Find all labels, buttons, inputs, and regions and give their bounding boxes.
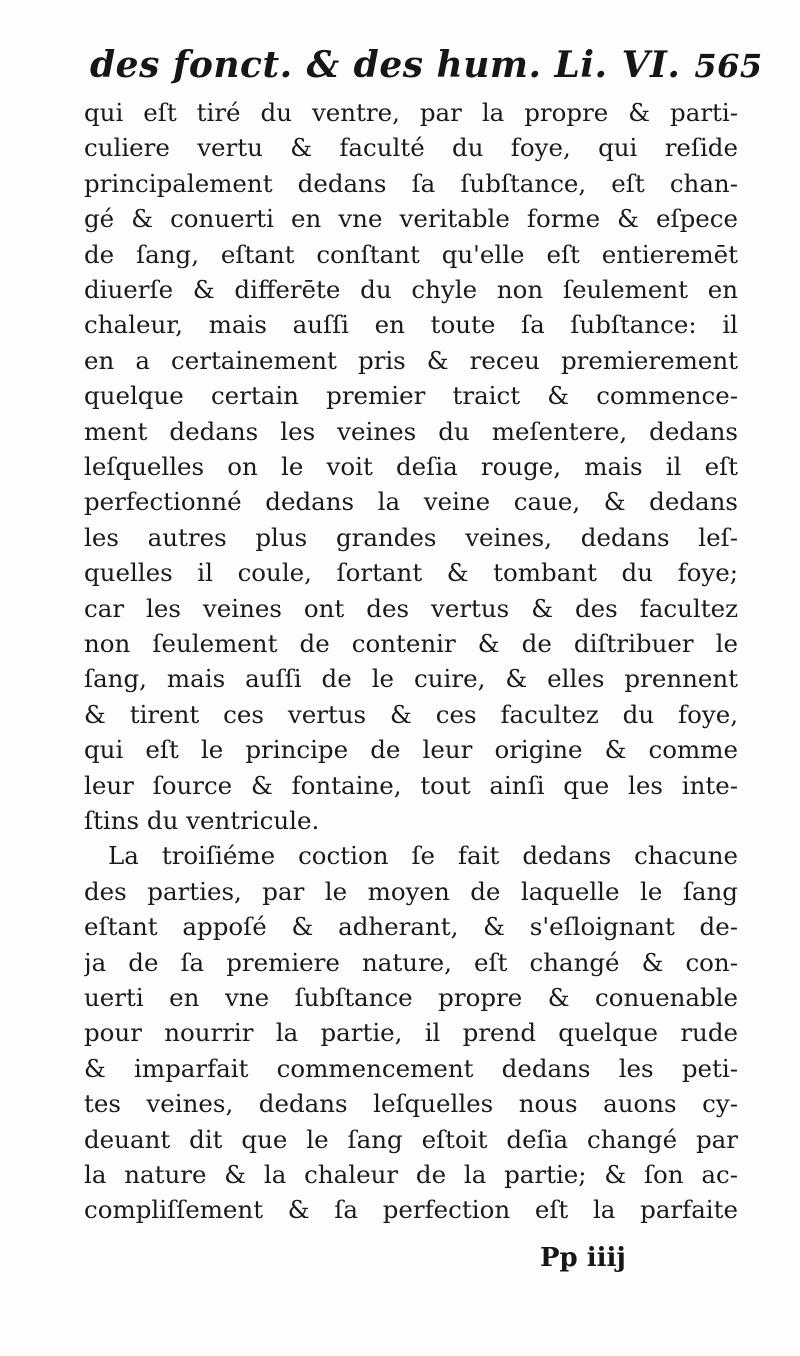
text-line: qui eſt le principe de leur origine & comme — [84, 735, 738, 765]
text-line: pour nourrir la partie, il prend quelque rude — [84, 1018, 738, 1048]
text-line: quelque certain premier traict & commence- — [84, 381, 738, 411]
text-line: leſquelles on le voit deſia rouge, mais il eſt — [84, 452, 738, 481]
running-head-book: VI. — [621, 44, 681, 86]
text-line: deuant dit que le ſang eſtoit deſia changé par — [84, 1124, 738, 1154]
text-line: la nature & la chaleur de la partie; & ſon ac- — [84, 1160, 738, 1189]
text-line: ſang, mais auſſi de le cuire, & elles prennent — [84, 664, 738, 694]
paragraph-start-line: La troiſiéme coction ſe fait dedans chacune — [108, 841, 738, 871]
text-line: chaleur, mais auſſi en toute ſa ſubſtance: il — [84, 310, 738, 340]
page-number: 565 — [694, 47, 763, 85]
running-head-ampersand: & — [306, 44, 340, 86]
text-line: ja de ſa premiere nature, eſt changé & con- — [84, 947, 738, 977]
running-head-title-part1: des fonct. — [90, 44, 293, 86]
text-line: tes veines, dedans leſquelles nous auons cy- — [84, 1089, 738, 1119]
text-line: eſtant appoſé & adherant, & s'eſloignant de- — [84, 912, 738, 942]
text-line: & imparfait commencement dedans les peti- — [84, 1053, 738, 1083]
running-head — [90, 36, 763, 94]
text-line: des parties, par le moyen de laquelle le ſang — [84, 876, 738, 906]
text-line: les autres plus grandes veines, dedans leſ- — [84, 522, 738, 552]
text-line: leur ſource & fontaine, tout ainſi que les inte- — [84, 770, 738, 800]
text-line: car les veines ont des vertus & des facultez — [84, 593, 738, 623]
text-line: en a certainement pris & receu premierement — [84, 345, 738, 375]
text-line: principalement dedans ſa ſubſtance, eſt chan- — [84, 168, 738, 198]
text-line: uerti en vne ſubſtance propre & conuenable — [84, 983, 738, 1012]
text-line: culiere vertu & faculté du foye, qui reſide — [84, 133, 738, 163]
text-line: ſtins du ventricule. — [84, 806, 320, 835]
signature-mark: Pp iiij — [540, 1243, 626, 1273]
text-line: perfectionné dedans la veine caue, & dedans — [84, 487, 738, 517]
text-line: compliſſement & ſa perfection eſt la parfaite — [84, 1195, 738, 1225]
text-line: quelles il coule, ſortant & tombant du foye; — [84, 558, 738, 588]
text-line: non ſeulement de contenir & de diſtribuer le — [84, 629, 738, 658]
text-line: & tirent ces vertus & ces facultez du foye, — [84, 699, 738, 729]
text-line: qui eſt tiré du ventre, par la propre & parti- — [84, 98, 738, 127]
text-line: diuerſe & differēte du chyle non ſeulement en — [84, 275, 738, 304]
running-head-title-part2: des hum. Li. — [353, 44, 608, 86]
text-line: gé & conuerti en vne veritable forme & eſpece — [84, 204, 738, 234]
text-line: ment dedans les veines du meſentere, dedans — [84, 416, 738, 446]
text-line: de ſang, eſtant conſtant qu'elle eſt entieremēt — [84, 239, 738, 269]
